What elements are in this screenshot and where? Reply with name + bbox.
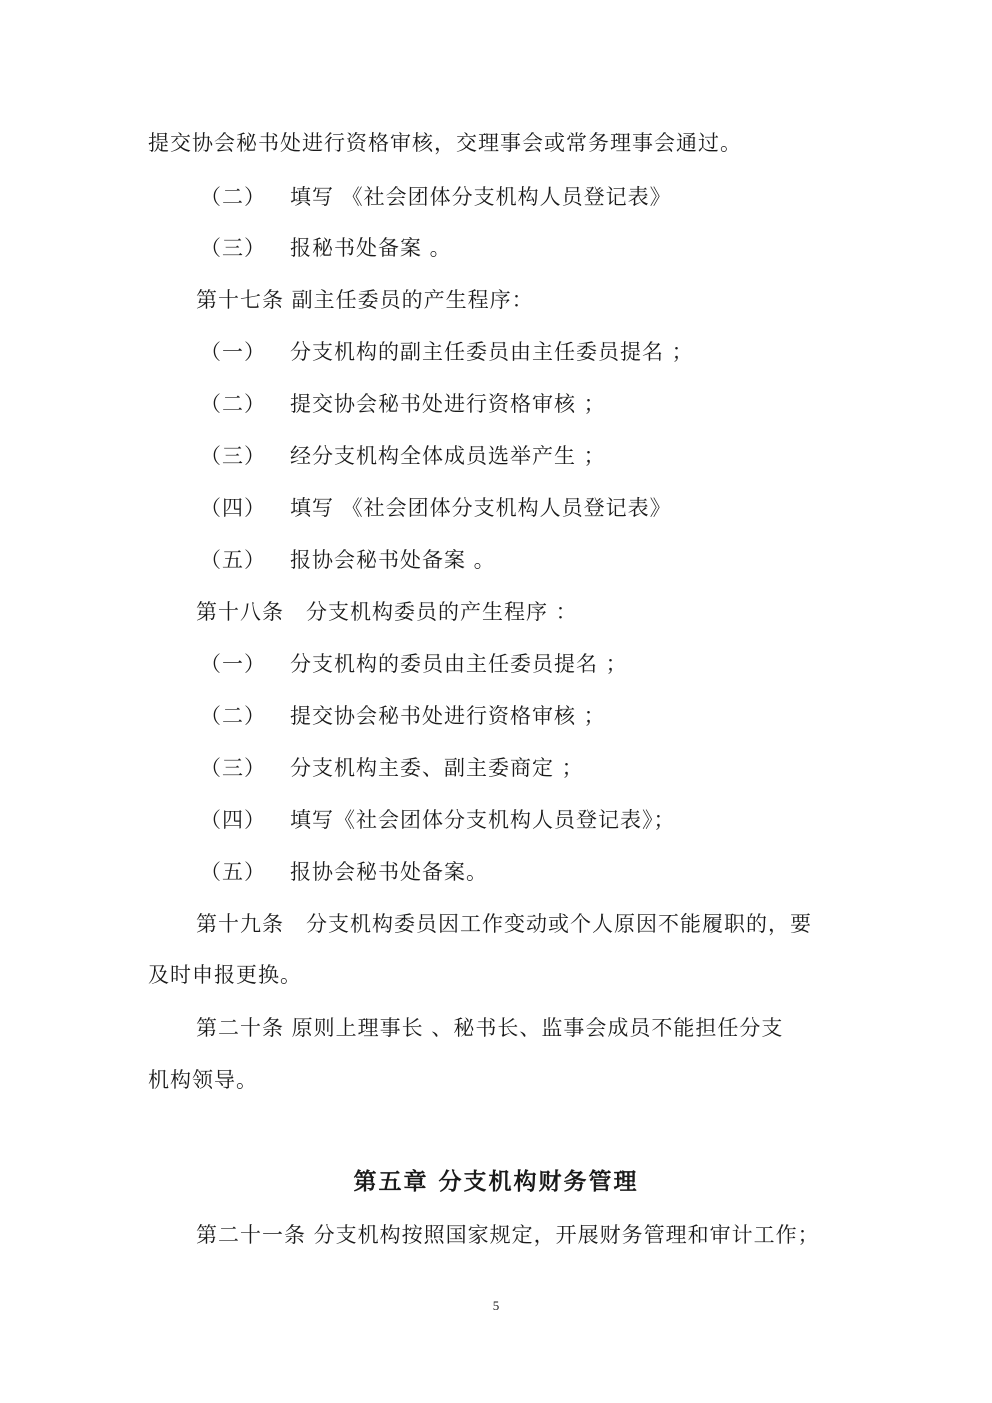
chapter-heading: 第五章 分支机构财务管理: [353, 1168, 639, 1195]
item-number: （四）: [200, 496, 266, 520]
paragraph-line: 提交协会秘书处进行资格审核，交理事会或常务理事会通过。: [148, 131, 742, 155]
item-text: 分支机构主委、副主委商定 ；: [290, 756, 584, 780]
item-text: 填写《社会团体分支机构人员登记表》；: [290, 808, 676, 832]
article-heading: 第十七条 副主任委员的产生程序：: [196, 288, 534, 312]
item-number: （五）: [200, 860, 266, 884]
list-item: [200, 441, 606, 471]
list-item: [200, 233, 452, 263]
item-text: 填写 《社会团体分支机构人员登记表》: [290, 496, 672, 520]
list-item: [200, 389, 606, 419]
item-text: 报秘书处备案 。: [290, 236, 452, 260]
list-item: [200, 337, 694, 367]
item-text: 报协会秘书处备案。: [290, 860, 488, 884]
paragraph-line: 及时申报更换。: [148, 963, 302, 987]
list-item: [200, 701, 606, 731]
item-number: （二）: [200, 185, 266, 209]
list-item: [200, 753, 584, 783]
item-number: （三）: [200, 444, 266, 468]
list-item: [200, 182, 672, 212]
item-text: 报协会秘书处备案 。: [290, 548, 496, 572]
item-text: 提交协会秘书处进行资格审核 ；: [290, 704, 606, 728]
item-number: （三）: [200, 236, 266, 260]
item-text: 分支机构的委员由主任委员提名 ；: [290, 652, 628, 676]
item-number: （五）: [200, 548, 266, 572]
item-text: 经分支机构全体成员选举产生 ；: [290, 444, 606, 468]
item-text: 提交协会秘书处进行资格审核 ；: [290, 392, 606, 416]
item-text: 填写 《社会团体分支机构人员登记表》: [290, 185, 672, 209]
item-number: （二）: [200, 704, 266, 728]
item-number: （一）: [200, 340, 266, 364]
list-item: [200, 857, 488, 887]
page-number: 5: [492, 1298, 500, 1313]
item-number: （二）: [200, 392, 266, 416]
item-text: 分支机构的副主任委员由主任委员提名 ；: [290, 340, 694, 364]
list-item: [200, 493, 672, 523]
list-item: [200, 805, 676, 835]
article-heading: 第十八条 分支机构委员的产生程序 ：: [196, 600, 578, 624]
list-item: [200, 545, 496, 575]
item-number: （四）: [200, 808, 266, 832]
article-heading: 第二十条 原则上理事长 、秘书长、监事会成员不能担任分支: [196, 1016, 784, 1040]
list-item: [200, 649, 628, 679]
item-number: （一）: [200, 652, 266, 676]
paragraph-line: 机构领导。: [148, 1068, 258, 1092]
item-number: （三）: [200, 756, 266, 780]
article-heading: 第十九条 分支机构委员因工作变动或个人原因不能履职的，要: [196, 912, 812, 936]
article-heading: 第二十一条 分支机构按照国家规定，开展财务管理和审计工作；: [196, 1223, 820, 1247]
